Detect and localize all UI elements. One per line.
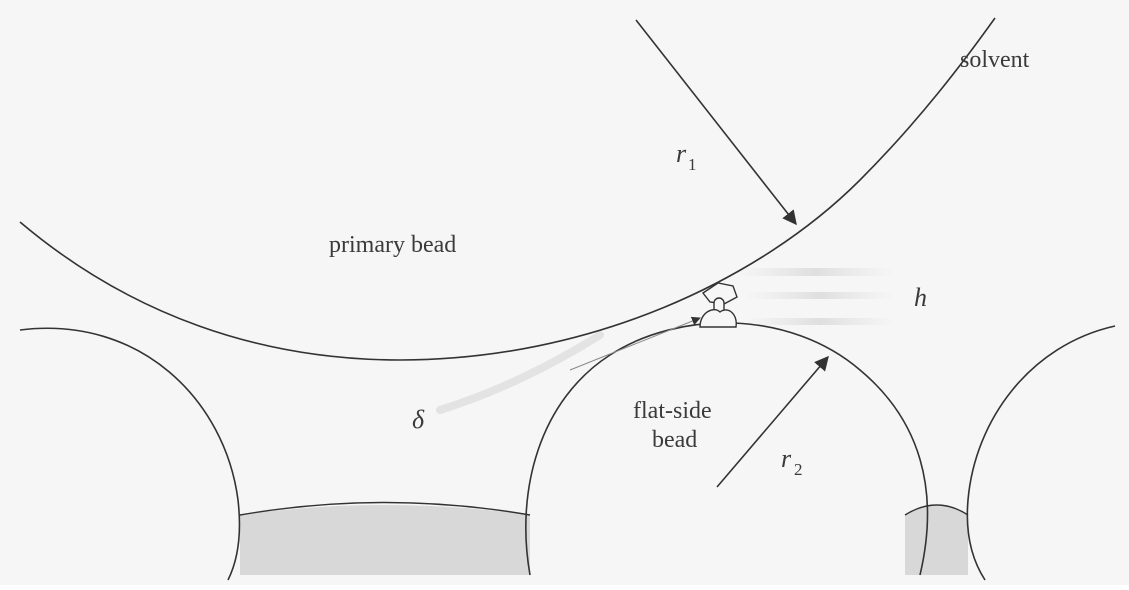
h-smudge-band [735, 268, 895, 276]
flat-side-label-line2: bead [652, 427, 698, 453]
r1-label [676, 139, 697, 174]
primary-bead-outline [20, 18, 995, 360]
h-label: h [914, 283, 927, 312]
svg-text:2: 2 [794, 460, 803, 479]
shaded-gap-right [905, 506, 968, 575]
h-smudge-band-2 [745, 292, 895, 299]
delta-smudge [440, 335, 600, 410]
solvent-label: solvent [960, 47, 1030, 73]
h-smudge-band-3 [745, 318, 895, 325]
svg-text:r: r [781, 444, 792, 473]
primary-bead-label: primary bead [329, 232, 457, 258]
flat-side-bead-outline [526, 323, 928, 575]
shaded-gap-left [240, 505, 530, 575]
r2-arrow [717, 357, 828, 487]
r2-label [781, 444, 803, 479]
svg-text:r: r [676, 139, 687, 168]
r1-arrow [636, 20, 796, 224]
right-bead-outline [967, 326, 1115, 580]
svg-text:1: 1 [688, 155, 697, 174]
linker-molecule [700, 283, 737, 327]
delta-label: δ [412, 405, 425, 434]
left-bead-outline [20, 328, 240, 580]
flat-side-label-line1: flat-side [633, 398, 712, 424]
